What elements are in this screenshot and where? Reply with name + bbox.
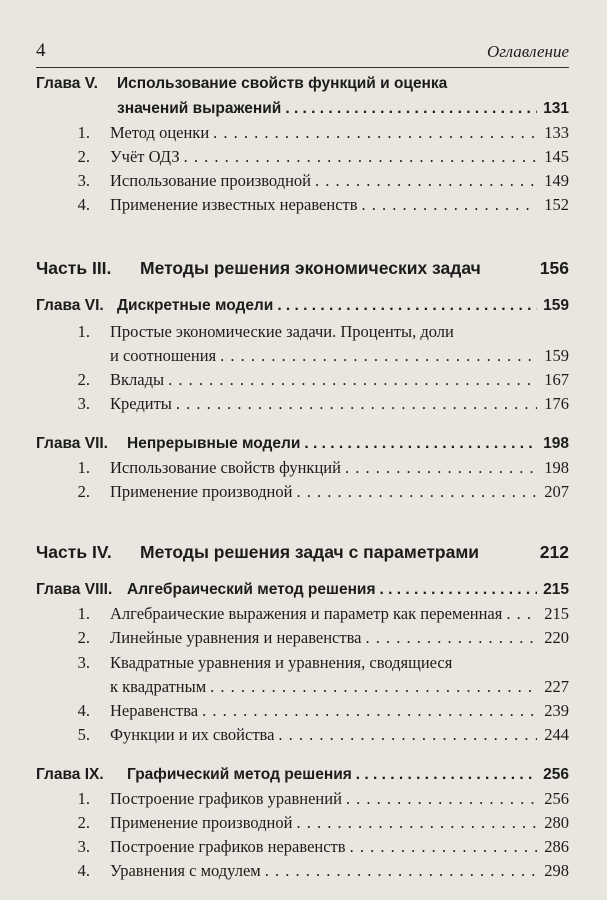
leader-dots: [265, 859, 537, 883]
leader-dots: [296, 480, 537, 504]
leader-dots: [176, 392, 537, 416]
toc-part-3[interactable]: [0, 254, 607, 282]
toc-chapter-6[interactable]: [0, 294, 607, 318]
item-title: Вклады: [110, 370, 165, 389]
item-title: Квадратные уравнения и уравнения, сводящиеся: [110, 653, 453, 672]
leader-dots: [362, 193, 537, 217]
page-ref: 131: [543, 100, 569, 117]
page-ref: 167: [544, 370, 569, 389]
chapter-title: Использование свойств функций и оценка: [117, 75, 448, 92]
toc-item[interactable]: [0, 480, 607, 504]
toc-item[interactable]: [0, 193, 607, 217]
chapter-title: значений выражений: [117, 100, 282, 117]
leader-dots: [315, 169, 537, 193]
item-title: к квадратным: [110, 677, 207, 696]
toc-chapter-7[interactable]: [0, 432, 607, 456]
item-number: 2.: [77, 147, 90, 166]
chapter-label: Глава V.: [36, 75, 98, 92]
toc-item[interactable]: [0, 699, 607, 723]
item-number: 2.: [77, 813, 90, 832]
page-ref: 159: [544, 346, 569, 365]
page-ref: 207: [544, 482, 569, 501]
chapter-title: Алгебраический метод решения: [127, 581, 376, 598]
page-ref: 176: [544, 394, 569, 413]
chapter-label: Глава VI.: [36, 297, 104, 314]
page-ref: 133: [544, 123, 569, 142]
chapter-label: Глава VIII.: [36, 581, 113, 598]
chapter-title: Непрерывные модели: [127, 435, 301, 452]
item-number: 1.: [77, 604, 90, 623]
item-number: 4.: [77, 701, 90, 720]
toc-item[interactable]: [0, 723, 607, 747]
leader-dots: [380, 578, 538, 602]
leader-dots: [210, 675, 537, 699]
toc-item-line1[interactable]: [0, 651, 607, 675]
leader-dots: [277, 294, 537, 318]
page-ref: 198: [543, 435, 569, 452]
leader-dots: [350, 835, 537, 859]
running-title: Оглавление: [486, 42, 569, 61]
page-ref: 256: [544, 789, 569, 808]
toc-chapter-5-line1[interactable]: [0, 72, 607, 96]
item-title: Метод оценки: [110, 123, 210, 142]
toc-chapter-8[interactable]: [0, 578, 607, 602]
item-number: 1.: [77, 458, 90, 477]
leader-dots: [345, 456, 537, 480]
page-ref: 152: [544, 195, 569, 214]
leader-dots: [296, 811, 537, 835]
item-number: 2.: [77, 628, 90, 647]
toc-item[interactable]: [0, 602, 607, 626]
page-ref: 215: [544, 604, 569, 623]
leader-dots: [213, 121, 537, 145]
item-number: 4.: [77, 195, 90, 214]
page-ref: 215: [543, 581, 569, 598]
part-label: Часть III.: [36, 258, 112, 278]
toc-part-4[interactable]: [0, 538, 607, 566]
toc-item[interactable]: [0, 368, 607, 392]
item-number: 2.: [77, 482, 90, 501]
page-ref: 220: [544, 628, 569, 647]
item-number: 1.: [77, 789, 90, 808]
leader-dots: [346, 787, 537, 811]
page-number: 4: [36, 40, 46, 61]
page-ref: 244: [544, 725, 569, 744]
page-ref: 198: [544, 458, 569, 477]
leader-dots: [285, 97, 537, 121]
toc-chapter-5-line2[interactable]: [0, 97, 607, 121]
toc-chapter-9[interactable]: [0, 763, 607, 787]
leader-dots: [356, 763, 537, 787]
page-ref: 286: [544, 837, 569, 856]
toc-item[interactable]: [0, 145, 607, 169]
leader-dots: [506, 602, 537, 626]
item-title: Применение известных неравенств: [110, 195, 358, 214]
item-title: Уравнения с модулем: [110, 861, 261, 880]
chapter-label: Глава VII.: [36, 435, 108, 452]
toc-item[interactable]: [0, 626, 607, 650]
item-number: 1.: [77, 322, 90, 341]
item-title: Использование производной: [110, 171, 311, 190]
item-title: Построение графиков неравенств: [110, 837, 346, 856]
toc-item[interactable]: [0, 787, 607, 811]
chapter-label: Глава IX.: [36, 766, 104, 783]
page-header: [36, 40, 569, 64]
page-ref: 156: [539, 258, 569, 278]
item-title: Учёт ОДЗ: [110, 147, 180, 166]
leader-dots: [168, 368, 537, 392]
item-number: 1.: [77, 123, 90, 142]
toc-item-line2[interactable]: [0, 675, 607, 699]
toc-item[interactable]: [0, 392, 607, 416]
page-ref: 159: [543, 297, 569, 314]
toc-item[interactable]: [0, 859, 607, 883]
toc-item-line2[interactable]: [0, 344, 607, 368]
part-title: Методы решения задач с параметрами: [140, 542, 480, 562]
item-title: Простые экономические задачи. Проценты, доли: [110, 322, 454, 341]
leader-dots: [365, 626, 537, 650]
item-title: Применение производной: [110, 482, 293, 501]
item-number: 5.: [77, 725, 90, 744]
chapter-title: Дискретные модели: [117, 297, 274, 314]
item-title: Неравенства: [110, 701, 199, 720]
item-number: 3.: [77, 394, 90, 413]
part-title: Методы решения экономических задач: [140, 258, 481, 278]
item-number: 3.: [77, 837, 90, 856]
toc-item[interactable]: [0, 169, 607, 193]
page-ref: 145: [544, 147, 569, 166]
header-rule: [36, 67, 569, 68]
leader-dots: [304, 432, 537, 456]
item-title: Кредиты: [110, 394, 172, 413]
page-ref: 280: [544, 813, 569, 832]
item-title: Алгебраические выражения и параметр как переменная: [110, 604, 503, 623]
toc-item[interactable]: [0, 835, 607, 859]
item-title: Функции и их свойства: [110, 725, 275, 744]
leader-dots: [220, 344, 537, 368]
leader-dots: [184, 145, 537, 169]
item-number: 3.: [77, 171, 90, 190]
item-title: Построение графиков уравнений: [110, 789, 342, 808]
leader-dots: [202, 699, 537, 723]
page-ref: 298: [544, 861, 569, 880]
toc-item[interactable]: [0, 121, 607, 145]
item-title: и соотношения: [110, 346, 217, 365]
toc-item[interactable]: [0, 811, 607, 835]
part-label: Часть IV.: [36, 542, 112, 562]
toc-item[interactable]: [0, 456, 607, 480]
item-title: Использование свойств функций: [110, 458, 341, 477]
chapter-title: Графический метод решения: [127, 766, 352, 783]
item-title: Линейные уравнения и неравенства: [110, 628, 362, 647]
leader-dots: [278, 723, 537, 747]
item-title: Применение производной: [110, 813, 293, 832]
item-number: 3.: [77, 653, 90, 672]
page-ref: 212: [539, 542, 569, 562]
page-ref: 227: [544, 677, 569, 696]
toc-item-line1[interactable]: [0, 320, 607, 344]
page-ref: 149: [544, 171, 569, 190]
item-number: 4.: [77, 861, 90, 880]
page-ref: 256: [543, 766, 569, 783]
item-number: 2.: [77, 370, 90, 389]
page-ref: 239: [544, 701, 569, 720]
